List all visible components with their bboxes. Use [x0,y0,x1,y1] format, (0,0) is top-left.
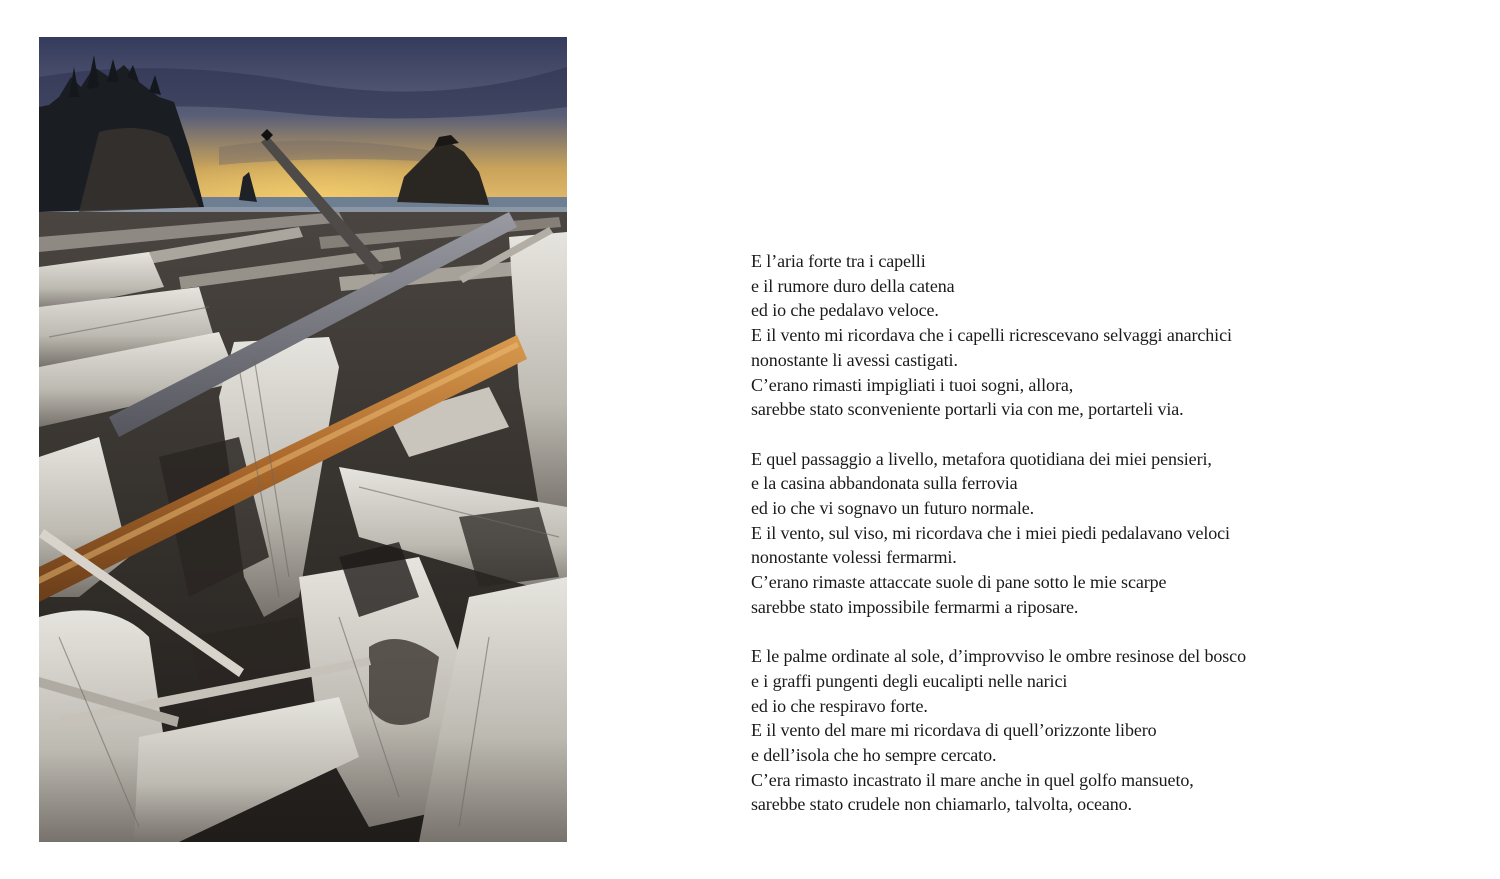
poem-line: E l’aria forte tra i capelli [751,251,926,271]
poem-line: e dell’isola che ho sempre cercato. [751,745,997,766]
poem-line: sarebbe stato crudele non chiamarlo, talvolta, oceano. [751,794,1132,815]
stanza-3 [751,644,1471,817]
poem-line: e il rumore duro della catena [751,275,955,296]
driftwood-beach-photo [39,37,567,842]
poem-line: E le palme ordinate al sole, d’improvviso le ombre resinose del bosco [751,646,1246,667]
poem [751,249,1471,817]
poem-line: C’erano rimasti impigliati i tuoi sogni, allora, [751,374,1074,395]
poem-line: ed io che vi sognavo un futuro normale. [751,498,1035,519]
stanza-2 [751,447,1471,620]
poem-line: ed io che respiravo forte. [751,695,928,716]
poem-line: C’erano rimaste attaccate suole di pane sotto le mie scarpe [751,572,1167,593]
poem-line: nonostante li avessi castigati. [751,349,958,370]
poem-line: E quel passaggio a livello, metafora quotidiana dei miei pensieri, [751,448,1212,469]
poem-line: E il vento del mare mi ricordava di quell’orizzonte libero [751,720,1157,741]
poem-line: ed io che pedalavo veloce. [751,300,939,321]
poem-line: e la casina abbandonata sulla ferrovia [751,473,1018,494]
poem-line: C’era rimasto incastrato il mare anche in quel golfo mansueto, [751,769,1194,790]
poem-line: nonostante volessi fermarmi. [751,547,957,568]
stanza-1 [751,249,1471,422]
poem-line: E il vento, sul viso, mi ricordava che i miei piedi pedalavano veloci [751,522,1230,543]
poem-line: sarebbe stato impossibile fermarmi a riposare. [751,596,1079,617]
poem-line: e i graffi pungenti degli eucalipti nelle narici [751,670,1068,691]
poem-line: E il vento mi ricordava che i capelli ricrescevano selvaggi anarchici [751,325,1232,346]
poem-line: sarebbe stato sconveniente portarli via con me, portarteli via. [751,399,1184,420]
